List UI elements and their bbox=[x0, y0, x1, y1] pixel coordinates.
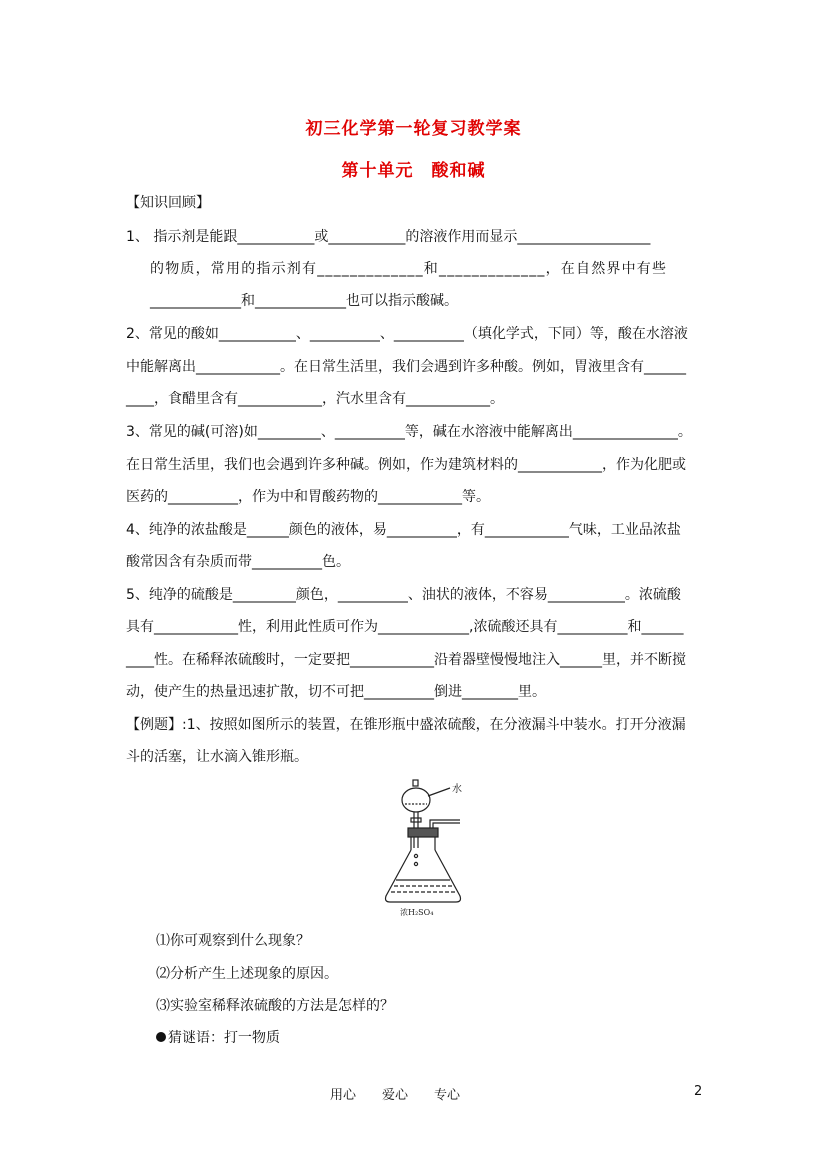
acid-label: 浓H₂SO₄ bbox=[400, 908, 434, 917]
text-line: 4、纯净的浓盐酸是______颜色的液体，易__________，有____________气味，工业品浓盐 bbox=[126, 522, 681, 538]
page-number: 2 bbox=[694, 1084, 703, 1099]
text-line: 斗的活塞，让水滴入锥形瓶。 bbox=[126, 749, 308, 765]
text-line: 在日常生活里，我们也会遇到许多种碱。例如，作为建筑材料的____________，作为化肥或 bbox=[126, 457, 686, 473]
water-label: 水 bbox=[452, 784, 462, 795]
riddle-text: 猜谜语：打一物质 bbox=[168, 1030, 280, 1046]
text-line: 医药的__________，作为中和胃酸药物的____________等。 bbox=[126, 489, 490, 505]
text-line: 1、 指示剂是能跟___________或___________的溶液作用而显示___________________ bbox=[126, 229, 651, 245]
section-heading: 【知识回顾】 bbox=[126, 195, 210, 211]
question-item: ⑵分析产生上述现象的原因。 bbox=[156, 966, 338, 982]
text-line: 中能解离出____________。在日常生活里，我们会遇到许多种酸。例如，胃液里含有______ bbox=[126, 359, 686, 375]
text-line: ____，食醋里含有____________，汽水里含有____________。 bbox=[126, 391, 504, 407]
text-line: _____________和_____________也可以指示酸碱。 bbox=[150, 293, 458, 309]
footer-slogan: 用心 爱心 专心 bbox=[330, 1088, 461, 1103]
text-line: 的物质，常用的指示剂有_____________和_____________，在自然界中有些 bbox=[150, 261, 668, 277]
bullet-icon bbox=[156, 1032, 166, 1042]
text-line: 3、常见的碱(可溶)如_________、__________等，碱在水溶液中能解离出_______________。 bbox=[126, 424, 692, 440]
text-line: 具有____________性，利用此性质可作为_____________,浓硫酸还具有__________和______ bbox=[126, 619, 684, 635]
example-heading: 【例题】:1、按照如图所示的装置，在锥形瓶中盛浓硫酸，在分液漏斗中装水。打开分液漏 bbox=[126, 717, 686, 733]
text-line: 2、常见的酸如___________、__________、__________（填化学式，下同）等，酸在水溶液 bbox=[126, 326, 688, 342]
question-item: ⑶实验室稀释浓硫酸的方法是怎样的？ bbox=[156, 998, 394, 1014]
text-line: 动，使产生的热量迅速扩散，切不可把__________倒进________里。 bbox=[126, 684, 546, 700]
unit-subtitle: 第十单元 酸和碱 bbox=[341, 161, 486, 181]
text-line: 酸常因含有杂质而带__________色。 bbox=[126, 554, 350, 570]
text-line: ____性。在稀释浓硫酸时，一定要把____________沿着器壁慢慢地注入______里，并不断搅 bbox=[126, 652, 686, 668]
page-title: 初三化学第一轮复习教学案 bbox=[305, 119, 522, 139]
riddle-line bbox=[156, 1028, 280, 1048]
question-item: ⑴你可观察到什么现象？ bbox=[156, 933, 310, 949]
flask-apparatus-figure bbox=[378, 778, 474, 918]
text-line: 5、纯净的硫酸是_________颜色，__________、油状的液体，不容易___________。浓硫酸 bbox=[126, 587, 681, 603]
